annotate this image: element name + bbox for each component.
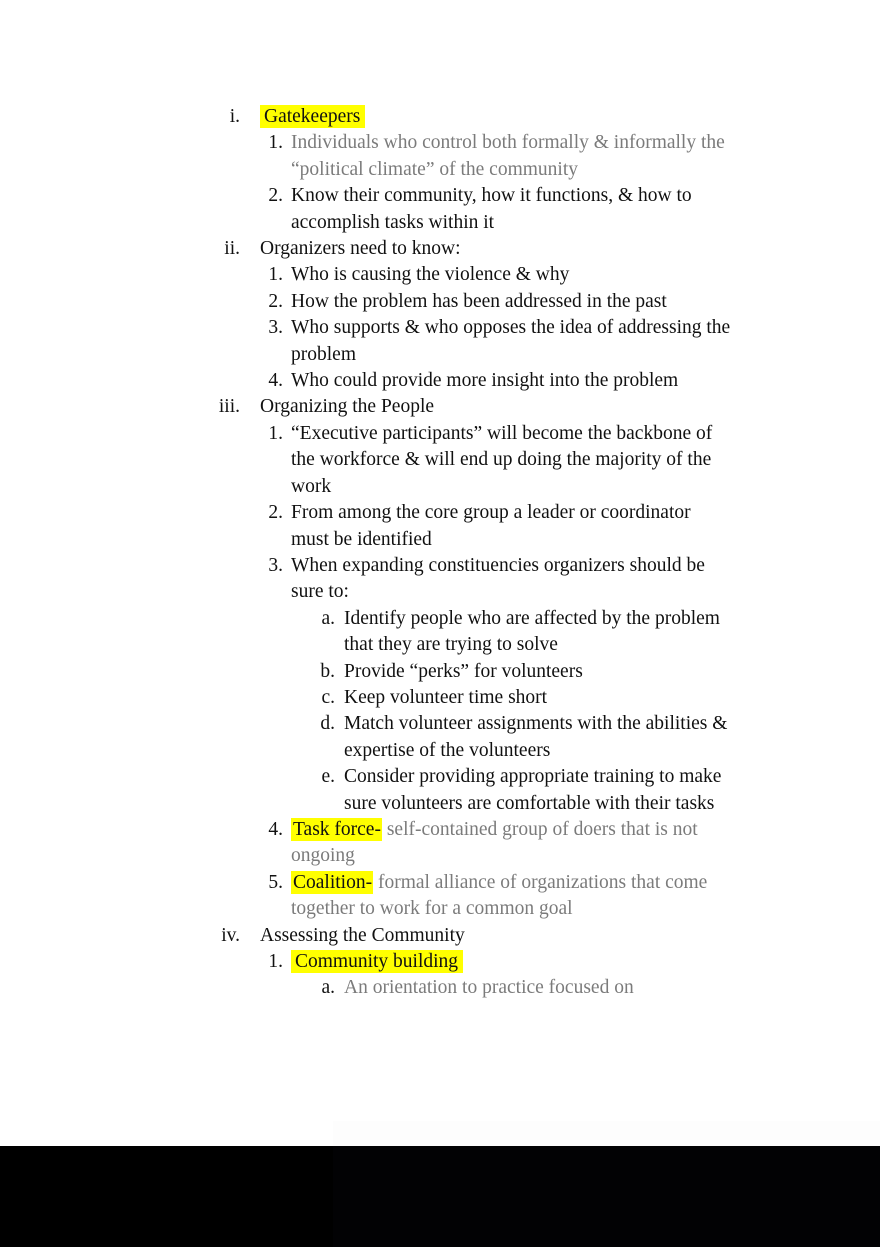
list-marker: 2.: [268, 290, 283, 312]
list-marker: i.: [229, 106, 240, 127]
outline-item-text: Identify people who are affected by the problem that they are trying to solve: [344, 607, 720, 656]
outline-item-definition: self-contained group of doers that is not ongoing: [291, 818, 698, 867]
outline-list: [0, 104, 880, 1002]
outline-item-definition: formal alliance of organizations that come together to work for a common goal: [291, 871, 708, 920]
list-marker: c.: [321, 686, 335, 708]
list-marker: 1.: [268, 422, 283, 444]
highlighted-term: Task force-: [293, 818, 381, 840]
outline-item-text: [260, 104, 720, 130]
outline-item-text: [291, 870, 731, 923]
highlighted-term: Community building: [291, 950, 463, 973]
outline-item-text: Organizing the People: [260, 396, 435, 418]
outline-item-text: When expanding constituencies organizers should be sure to:: [291, 554, 705, 603]
list-marker: 5.: [268, 871, 283, 893]
outline-item-text: From among the core group a leader or coordinator must be identified: [291, 502, 691, 550]
highlighted-term: Coalition-: [293, 871, 373, 893]
outline-item-text: Match volunteer assignments with the abilities & expertise of the volunteers: [344, 713, 728, 761]
band-left-half: [0, 1146, 333, 1247]
outline-item: [0, 368, 880, 394]
list-marker: 2.: [268, 502, 283, 524]
highlighted-term: Gatekeepers: [260, 105, 365, 128]
outline-item-text: Provide “perks” for volunteers: [344, 660, 583, 682]
outline-item-text: Know their community, how it functions, & how to accomplish tasks within it: [291, 185, 692, 233]
outline-item: [0, 685, 880, 711]
outline-item: [0, 659, 880, 685]
list-marker: e.: [321, 766, 335, 788]
outline-item: [0, 923, 880, 949]
scan-tint: [333, 1121, 880, 1146]
list-marker: b.: [320, 660, 335, 682]
outline-item-text: An orientation to practice focused on: [344, 977, 634, 999]
list-marker: 1.: [268, 264, 283, 286]
list-marker: 3.: [268, 317, 283, 339]
outline-item: [0, 764, 880, 817]
list-marker: 4.: [268, 370, 283, 392]
outline-item-text: How the problem has been addressed in the past: [291, 290, 667, 312]
list-marker: 4.: [268, 818, 283, 840]
outline-item: [0, 104, 880, 130]
outline-item: [0, 606, 880, 659]
outline-item: [0, 975, 880, 1001]
list-marker: ii.: [224, 238, 240, 260]
outline-item: [0, 817, 880, 870]
outline-item-text: [291, 817, 731, 870]
list-marker: d.: [320, 713, 335, 735]
outline-item: [0, 553, 880, 606]
list-marker: 3.: [268, 554, 283, 576]
outline-item-text: Consider providing appropriate training to make sure volunteers are comfortable with their tasks: [344, 766, 722, 814]
outline-item: [0, 262, 880, 288]
outline-item: [0, 949, 880, 975]
outline-item: [0, 183, 880, 236]
outline-item: [0, 870, 880, 923]
list-marker: 1.: [268, 132, 283, 154]
list-marker: iv.: [221, 924, 240, 946]
list-marker: a.: [321, 607, 335, 629]
outline-item: [0, 500, 880, 553]
list-marker: 2.: [268, 185, 283, 207]
outline-item-text: Keep volunteer time short: [344, 686, 548, 708]
list-marker: 1.: [268, 951, 283, 972]
bottom-black-band: [0, 1146, 880, 1247]
outline-item-text: Who could provide more insight into the problem: [291, 370, 679, 392]
outline-item: [0, 289, 880, 315]
list-marker: a.: [321, 977, 335, 999]
outline-item: [0, 421, 880, 500]
outline-item-text: [291, 949, 731, 975]
outline-item: [0, 315, 880, 368]
list-marker: iii.: [218, 396, 240, 418]
outline-item-text: Individuals who control both formally & informally the “political climate” of the community: [291, 132, 725, 180]
outline-item: [0, 130, 880, 183]
outline-item: [0, 394, 880, 420]
outline-item: [0, 236, 880, 262]
outline-item-text: Assessing the Community: [260, 924, 465, 946]
outline-item-text: Organizers need to know:: [260, 238, 461, 260]
outline-item-text: Who is causing the violence & why: [291, 264, 570, 286]
outline-item: [0, 711, 880, 764]
band-right-half: [333, 1146, 880, 1247]
outline-item-text: “Executive participants” will become the backbone of the workforce & will end up doing the majority of the work: [291, 422, 713, 497]
outline-item-text: Who supports & who opposes the idea of addressing the problem: [291, 317, 731, 365]
